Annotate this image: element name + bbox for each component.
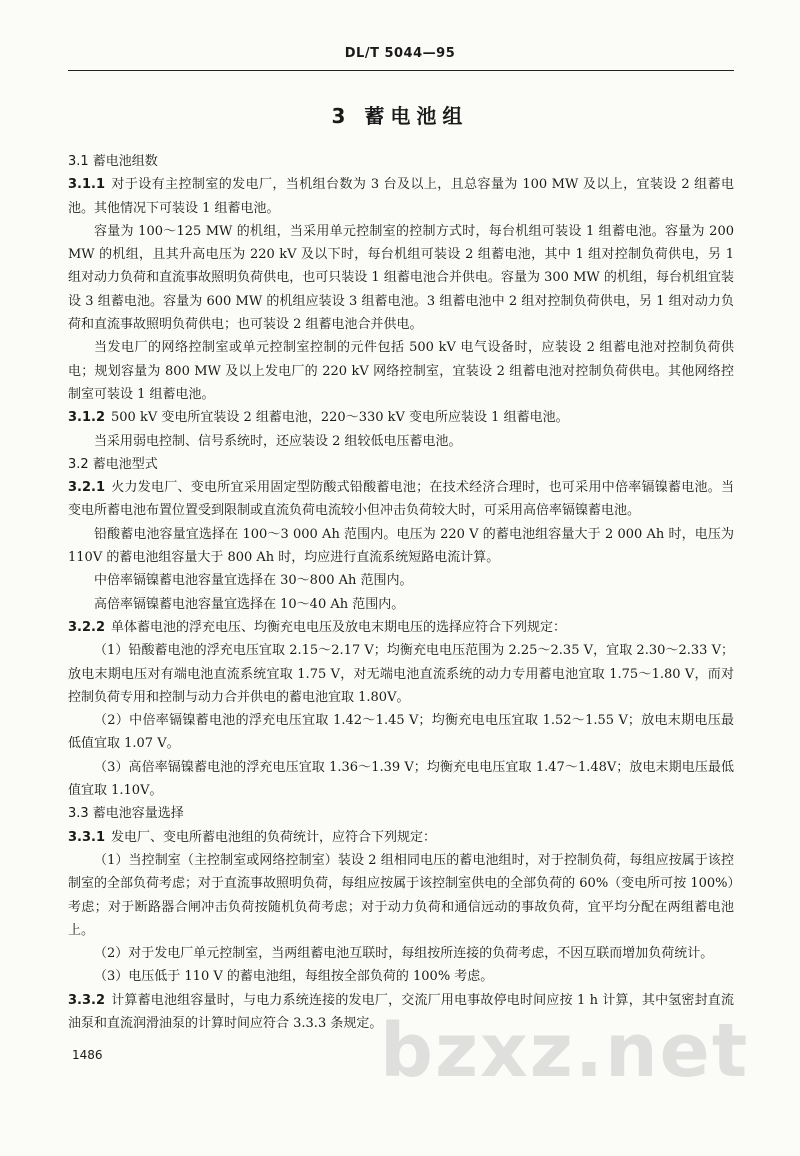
section-heading-3-2: 3.2 蓄电池型式 bbox=[68, 456, 158, 472]
clause-number: 3.1.2 bbox=[68, 410, 106, 426]
paragraph: 容量为 100～125 MW 的机组，当采用单元控制室的控制方式时，每台机组可装设 1 组蓄电池。容量为 200 MW 的机组，且其升高电压为 220 kV 及以下时，每台机组可装设 2 组蓄电池，其中 1 组对控制负荷供电，另 1 组对动力负荷和直流事故照明负荷供电，也可只装设 1 组蓄电池合并供电。容量为 300 MW 的机组，每台机组宜装设 3 组蓄电池。容量为 600 MW 的机组应装设 3 组蓄电池。3 组蓄电池中 2 组对控制负荷供电，另 1 组对动力负荷和直流事故照明负荷供电；也可装设 2 组蓄电池合并供电。 bbox=[68, 223, 734, 333]
section-heading-3-1: 3.1 蓄电池组数 bbox=[68, 154, 158, 169]
watermark-text: bzxz.net bbox=[380, 1008, 750, 1094]
document-body bbox=[68, 150, 734, 1035]
clause-text: 计算蓄电池组容量时，与电力系统连接的发电厂，交流厂用电事故停电时间应按 1 h 计算，其中氢密封直流油泵和直流润滑油泵的计算时间应符合 3.3.3 条规定。 bbox=[68, 992, 734, 1031]
list-item: （2）中倍率镉镍蓄电池的浮充电压宜取 1.42～1.45 V；均衡充电电压宜取 1.52～1.55 V；放电末期电压最低值宜取 1.07 V。 bbox=[68, 713, 734, 752]
clause-3-2-1 bbox=[68, 476, 734, 523]
clause-number: 3.3.1 bbox=[68, 829, 106, 845]
clause-text: 对于设有主控制室的发电厂，当机组台数为 3 台及以上，且总容量为 100 MW 及以上，宜装设 2 组蓄电池。其他情况下可装设 1 组蓄电池。 bbox=[68, 177, 734, 216]
list-item: （3）电压低于 110 V 的蓄电池组，每组按全部负荷的 100% 考虑。 bbox=[94, 969, 494, 985]
clause-text: 火力发电厂、变电所宜采用固定型防酸式铅酸蓄电池；在技术经济合理时，也可采用中倍率镉镍蓄电池。当变电所蓄电池布置位置受到限制或直流负荷电流较小但冲击负荷较大时，可采用高倍率镉镍蓄电池。 bbox=[68, 480, 734, 519]
clause-text: 单体蓄电池的浮充电压、均衡充电电压及放电末期电压的选择应符合下列规定： bbox=[111, 619, 567, 635]
document-code-header: DL/T 5044—95 bbox=[344, 46, 456, 61]
clause-3-2-2 bbox=[68, 616, 734, 639]
clause-3-3-1 bbox=[68, 826, 734, 849]
list-item: （1）当控制室（主控制室或网络控制室）装设 2 组相同电压的蓄电池组时，对于控制负荷，每组应按属于该控制室的全部负荷考虑；对于直流事故照明负荷，每组应按属于该控制室供电的全部负荷的 60%（变电所可按 100%）考虑；对于断路器合闸冲击负荷按随机负荷考虑；对于动力负荷和通信远动的事故负荷，宜平均分配在两组蓄电池上。 bbox=[68, 852, 734, 938]
clause-number: 3.3.2 bbox=[68, 992, 106, 1008]
clause-number: 3.1.1 bbox=[68, 177, 106, 193]
clause-3-1-2 bbox=[68, 406, 734, 429]
paragraph: 中倍率镉镍蓄电池容量宜选择在 30～800 Ah 范围内。 bbox=[94, 573, 413, 589]
chapter-title: 3 蓄电池组 bbox=[331, 104, 469, 128]
clause-text: 500 kV 变电所宜装设 2 组蓄电池，220～330 kV 变电所应装设 1 组蓄电池。 bbox=[111, 410, 569, 426]
clause-3-1-1 bbox=[68, 173, 734, 220]
clause-number: 3.2.2 bbox=[68, 619, 106, 635]
list-item: （1）铅酸蓄电池的浮充电压宜取 2.15～2.17 V；均衡充电电压范围为 2.25～2.35 V，宜取 2.30～2.33 V；放电末期电压对有端电池直流系统宜取 1.75 V，对无端电池直流系统的动力专用蓄电池宜取 1.75～1.80 V，而对控制负荷专用和控制与动力合并供电的蓄电池宜取 1.80V。 bbox=[68, 643, 734, 705]
clause-number: 3.2.1 bbox=[68, 480, 106, 496]
paragraph: 铅酸蓄电池容量宜选择在 100～3 000 Ah 范围内。电压为 220 V 的蓄电池组容量大于 2 000 Ah 时，电压为 110V 的蓄电池组容量大于 800 Ah 时，均应进行直流系统短路电流计算。 bbox=[68, 526, 734, 566]
section-heading-3-3: 3.3 蓄电池容量选择 bbox=[68, 806, 184, 822]
header-divider bbox=[68, 70, 734, 71]
list-item: （3）高倍率镉镍蓄电池的浮充电压宜取 1.36～1.39 V；均衡充电电压宜取 1.47～1.48V；放电末期电压最低值宜取 1.10V。 bbox=[68, 759, 734, 799]
page-number: 1486 bbox=[72, 1048, 103, 1062]
paragraph: 高倍率镉镍蓄电池容量宜选择在 10～40 Ah 范围内。 bbox=[94, 596, 405, 612]
paragraph: 当采用弱电控制、信号系统时，还应装设 2 组较低电压蓄电池。 bbox=[94, 433, 462, 449]
clause-text: 发电厂、变电所蓄电池组的负荷统计，应符合下列规定： bbox=[111, 829, 437, 845]
paragraph: 当发电厂的网络控制室或单元控制室控制的元件包括 500 kV 电气设备时，应装设 2 组蓄电池对控制负荷供电；规划容量为 800 MW 及以上发电厂的 220 kV 网络控制室，宜装设 2 组蓄电池对控制负荷供电。其他网络控制室可装设 1 组蓄电池。 bbox=[68, 340, 734, 402]
list-item: （2）对于发电厂单元控制室，当两组蓄电池互联时，每组按所连接的负荷考虑，不因互联而增加负荷统计。 bbox=[94, 946, 714, 962]
